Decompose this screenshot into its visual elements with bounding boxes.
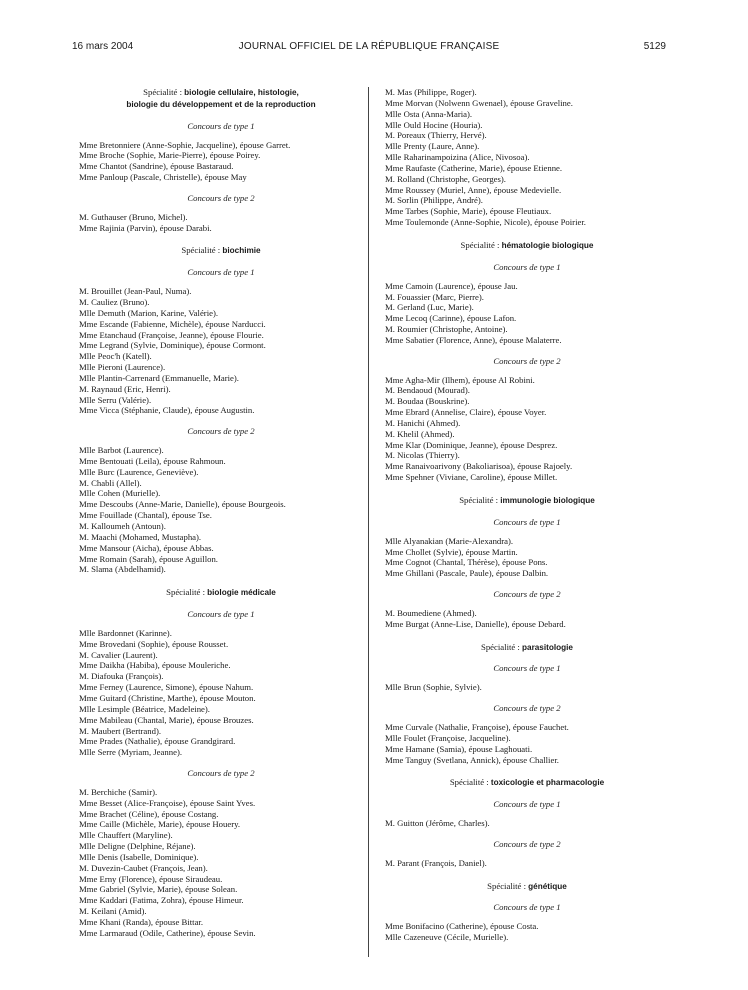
candidate-list xyxy=(79,212,363,234)
list-item: Mme Sabatier (Florence, Anne), épouse Malaterre. xyxy=(385,334,562,345)
list-item: Mlle Plantin-Carrenard (Emmanuelle, Marie). xyxy=(79,372,239,383)
list-item: M. Keilani (Amid). xyxy=(79,906,147,917)
list-item: Mme Agha-Mir (Ilhem), épouse Al Robini. xyxy=(385,374,535,385)
list-item: Mme Spehner (Viviane, Caroline), épouse Millet. xyxy=(385,472,558,483)
concours-heading: Concours de type 1 xyxy=(187,120,255,131)
specialty-name: biologie cellulaire, histologie, xyxy=(184,88,299,97)
list-item: M. Kalloumeh (Antoun). xyxy=(79,521,166,531)
list-item: M. Bendaoud (Mourad). xyxy=(385,385,470,396)
list-item: Mlle Peoc'h (Katell). xyxy=(79,351,152,362)
list-item: Mlle Alyanakian (Marie-Alexandra). xyxy=(385,535,514,546)
list-item: Mlle Raharinampoizina (Alice, Nivosoa). xyxy=(385,152,530,163)
list-item: Mlle Brun (Sophie, Sylvie). xyxy=(385,682,482,693)
specialty-heading xyxy=(385,240,669,252)
specialty-label: Spécialité : xyxy=(481,641,520,652)
list-item: Mme Cognot (Chantal, Thérèse), épouse Pons. xyxy=(385,557,548,568)
list-item: M. Diafouka (François). xyxy=(79,671,164,682)
list-item: Mme Daikha (Habiba), épouse Mouleriche. xyxy=(79,660,231,671)
list-item: M. Sorlin (Philippe, André). xyxy=(385,195,483,206)
list-item: Mme Ranaivoarivony (Bakoliarisoa), épouse Rajoely. xyxy=(385,461,573,472)
specialty-label: Spécialité : xyxy=(487,880,526,891)
right-column xyxy=(385,87,669,943)
list-item: Mme Bretonniere (Anne-Sophie, Jacqueline), épouse Garret. xyxy=(79,139,291,150)
list-item: M. Roumier (Christophe, Antoine). xyxy=(385,324,508,335)
list-item: Mme Chollet (Sylvie), épouse Martin. xyxy=(385,546,518,557)
list-item: Mme Khani (Randa), épouse Bittar. xyxy=(79,917,204,927)
list-item: Mme Erny (Florence), épouse Siraudeau. xyxy=(79,873,223,884)
list-item: Mme Besset (Alice-Françoise), épouse Saint Yves. xyxy=(79,797,256,808)
list-item: Mlle Pieroni (Laurence). xyxy=(79,362,166,373)
list-item: Mme Vicca (Stéphanie, Claude), épouse Augustin. xyxy=(79,405,255,416)
list-item: M. Parant (François, Daniel). xyxy=(385,857,487,868)
candidate-list xyxy=(79,787,363,939)
list-item: Mme Escande (Fabienne, Michèle), épouse Narducci. xyxy=(79,318,266,329)
candidate-list xyxy=(385,87,669,228)
journal-title: JOURNAL OFFICIEL DE LA RÉPUBLIQUE FRANÇAISE xyxy=(238,41,500,52)
list-item: Mme Rajinia (Parvin), épouse Darabi. xyxy=(79,222,212,233)
candidate-list xyxy=(385,375,669,483)
list-item: Mme Klar (Dominique, Jeanne), épouse Desprez. xyxy=(385,439,558,450)
concours-heading: Concours de type 2 xyxy=(493,589,561,600)
list-item: M. Duvezin-Caubet (François, Jean). xyxy=(79,862,208,873)
list-item: Mme Panloup (Pascale, Christelle), épouse May xyxy=(79,172,247,183)
list-item: M. Mas (Philippe, Roger). xyxy=(385,87,477,97)
candidate-list xyxy=(385,608,669,630)
list-item: Mme Larmaraud (Odile, Catherine), épouse Sevin. xyxy=(79,927,256,938)
list-item: Mme Guitard (Christine, Marthe), épouse Mouton. xyxy=(79,692,256,703)
concours-heading: Concours de type 1 xyxy=(187,267,255,278)
concours-heading: Concours de type 2 xyxy=(187,768,255,779)
list-item: M. Chabli (Allel). xyxy=(79,477,142,488)
specialty-heading xyxy=(79,245,363,257)
list-item: Mme Morvan (Nolwenn Gwenael), épouse Graveline. xyxy=(385,97,573,108)
list-item: Mme Gabriel (Sylvie, Marie), épouse Solean. xyxy=(79,884,238,895)
specialty-name: génétique xyxy=(528,881,567,891)
candidate-list xyxy=(79,445,363,575)
list-item: M. Maubert (Bertrand). xyxy=(79,725,162,736)
list-item: Mlle Ould Hocine (Houria). xyxy=(385,119,483,130)
specialty-label: Spécialité : xyxy=(143,87,182,97)
specialty-heading xyxy=(385,495,669,507)
candidate-list xyxy=(385,722,669,765)
specialty-heading xyxy=(79,87,363,99)
candidate-list xyxy=(385,682,669,693)
specialty-name: biochimie xyxy=(222,246,261,256)
specialty-label: Spécialité : xyxy=(181,245,221,256)
list-item: Mme Legrand (Sylvie, Dominique), épouse Cormont. xyxy=(79,340,266,351)
list-item: Mlle Deligne (Delphine, Réjane). xyxy=(79,841,196,852)
list-item: Mlle Denis (Isabelle, Dominique). xyxy=(79,851,199,862)
list-item: Mlle Serre (Myriam, Jeanne). xyxy=(79,747,183,758)
list-item: M. Boumediene (Ahmed). xyxy=(385,607,477,618)
list-item: Mme Tarbes (Sophie, Marie), épouse Fleutiaux. xyxy=(385,206,552,217)
list-item: M. Poreaux (Thierry, Hervé). xyxy=(385,130,487,141)
concours-heading: Concours de type 1 xyxy=(493,902,561,913)
list-item: Mme Ebrard (Annelise, Claire), épouse Voyer. xyxy=(385,407,547,418)
list-item: Mme Burgat (Anne-Lise, Danielle), épouse Debard. xyxy=(385,618,566,629)
list-item: Mlle Serru (Valérie). xyxy=(79,394,152,405)
specialty-label: Spécialité : xyxy=(166,587,205,598)
candidate-list xyxy=(79,628,363,758)
specialty-heading xyxy=(385,642,669,654)
concours-heading: Concours de type 2 xyxy=(493,703,561,714)
candidate-list xyxy=(385,281,669,346)
list-item: Mme Chantot (Sandrine), épouse Bastaraud. xyxy=(79,161,234,172)
list-item: Mme Brachet (Céline), épouse Costang. xyxy=(79,808,219,819)
list-item: Mme Ferney (Laurence, Simone), épouse Nahum. xyxy=(79,682,254,693)
list-item: Mme Raufaste (Catherine, Marie), épouse Etienne. xyxy=(385,162,563,173)
list-item: Mme Etanchaud (Françoise, Jeanne), épouse Flourie. xyxy=(79,329,264,340)
concours-heading: Concours de type 2 xyxy=(187,426,255,437)
left-column xyxy=(79,87,363,939)
specialty-label: Spécialité : xyxy=(459,495,499,505)
page-header xyxy=(72,41,666,55)
list-item: Mlle Demuth (Marion, Karine, Valérie). xyxy=(79,307,219,318)
list-item: Mme Roussey (Muriel, Anne), épouse Medevielle. xyxy=(385,184,562,195)
list-item: Mme Prades (Nathalie), épouse Grandgirard. xyxy=(79,736,236,747)
issue-date: 16 mars 2004 xyxy=(72,41,134,52)
list-item: Mme Camoin (Laurence), épouse Jau. xyxy=(385,280,518,291)
list-item: Mlle Burc (Laurence, Geneviève). xyxy=(79,466,199,477)
specialty-heading xyxy=(79,587,363,599)
list-item: Mme Fouillade (Chantal), épouse Tse. xyxy=(79,510,212,521)
list-item: M. Rolland (Christophe, Georges). xyxy=(385,173,506,184)
list-item: Mlle Osta (Anna-Maria). xyxy=(385,108,473,119)
list-item: Mme Kaddari (Fatima, Zohra), épouse Himeur. xyxy=(79,895,244,906)
list-item: Mlle Lesimple (Béatrice, Madeleine). xyxy=(79,703,210,714)
specialty-label: Spécialité : xyxy=(449,777,489,788)
list-item: Mme Lecoq (Carinne), épouse Lafon. xyxy=(385,313,517,324)
concours-heading: Concours de type 1 xyxy=(493,663,561,674)
list-item: Mme Bentouati (Leila), épouse Rahmoun. xyxy=(79,455,226,466)
page-number: 5129 xyxy=(643,41,666,52)
list-item: Mlle Prenty (Laure, Anne). xyxy=(385,141,480,152)
concours-heading: Concours de type 2 xyxy=(493,355,561,366)
list-item: M. Fouassier (Marc, Pierre). xyxy=(385,291,484,302)
list-item: Mme Brovedani (Sophie), épouse Rousset. xyxy=(79,638,229,649)
list-item: Mme Caille (Michèle, Marie), épouse Houery. xyxy=(79,819,241,830)
list-item: M. Raynaud (Eric, Henri). xyxy=(79,383,171,394)
list-item: Mlle Foulet (Françoise, Jacqueline). xyxy=(385,732,511,743)
specialty-heading xyxy=(385,881,669,893)
list-item: M. Khelil (Ahmed). xyxy=(385,428,455,439)
specialty-name: biologie médicale xyxy=(207,588,276,598)
list-item: M. Guitton (Jérôme, Charles). xyxy=(385,818,490,829)
list-item: M. Maachi (Mohamed, Mustapha). xyxy=(79,531,202,542)
concours-heading: Concours de type 2 xyxy=(187,192,255,203)
list-item: M. Cauliez (Bruno). xyxy=(79,296,150,307)
specialty-heading xyxy=(385,777,669,789)
list-item: Mme Descoubs (Anne-Marie, Danielle), épouse Bourgeois. xyxy=(79,499,286,510)
specialty-name-continued xyxy=(79,99,363,111)
list-item: M. Slama (Abdelhamid). xyxy=(79,564,166,575)
concours-heading: Concours de type 1 xyxy=(493,799,561,810)
candidate-list xyxy=(79,286,363,416)
concours-heading: Concours de type 1 xyxy=(493,516,561,527)
list-item: M. Nicolas (Thierry). xyxy=(385,450,460,461)
list-item: M. Boudaa (Bouskrine). xyxy=(385,396,470,407)
candidate-list xyxy=(385,921,669,943)
specialty-label: Spécialité : xyxy=(460,239,500,250)
list-item: Mme Hamane (Samia), épouse Laghouati. xyxy=(385,743,533,754)
specialty-name: biologie du développement et de la reproduction xyxy=(126,99,316,109)
list-item: Mlle Barbot (Laurence). xyxy=(79,445,164,456)
list-item: Mme Curvale (Nathalie, Françoise), épouse Fauchet. xyxy=(385,721,569,732)
list-item: M. Gerland (Luc, Marie). xyxy=(385,302,474,313)
list-item: Mlle Bardonnet (Karinne). xyxy=(79,627,172,638)
list-item: Mme Tanguy (Svetlana, Annick), épouse Challier. xyxy=(385,754,559,765)
specialty-name: hématologie biologique xyxy=(501,240,594,250)
concours-heading: Concours de type 2 xyxy=(493,838,561,849)
concours-heading: Concours de type 1 xyxy=(493,261,561,272)
list-item: Mme Ghillani (Pascale, Paule), épouse Dalbin. xyxy=(385,568,549,579)
list-item: Mme Broche (Sophie, Marie-Pierre), épouse Poirey. xyxy=(79,150,261,161)
candidate-list xyxy=(385,818,669,829)
list-item: Mme Toulemonde (Anne-Sophie, Nicole), épouse Poirier. xyxy=(385,217,586,228)
list-item: Mlle Cazeneuve (Cécile, Murielle). xyxy=(385,932,509,943)
column-divider xyxy=(368,87,369,957)
specialty-name: immunologie biologique xyxy=(500,496,595,505)
concours-heading: Concours de type 1 xyxy=(187,609,255,620)
specialty-name: toxicologie et pharmacologie xyxy=(490,778,605,788)
list-item: M. Hanichi (Ahmed). xyxy=(385,417,461,428)
list-item: Mlle Chauffert (Maryline). xyxy=(79,830,173,841)
list-item: Mme Bonifacino (Catherine), épouse Costa. xyxy=(385,921,539,932)
candidate-list xyxy=(385,536,669,579)
list-item: M. Guthauser (Bruno, Michel). xyxy=(79,211,188,222)
list-item: Mlle Cohen (Murielle). xyxy=(79,488,161,499)
list-item: M. Berchiche (Samir). xyxy=(79,786,158,797)
specialty-name: parasitologie xyxy=(522,642,573,652)
list-item: Mme Mabileau (Chantal, Marie), épouse Brouzes. xyxy=(79,714,254,725)
list-item: M. Cavalier (Laurent). xyxy=(79,649,158,660)
candidate-list xyxy=(385,858,669,869)
list-item: M. Brouillet (Jean-Paul, Numa). xyxy=(79,286,192,297)
candidate-list xyxy=(79,140,363,183)
list-item: Mme Mansour (Aicha), épouse Abbas. xyxy=(79,542,214,553)
list-item: Mme Romain (Sarah), épouse Aguillon. xyxy=(79,553,218,564)
